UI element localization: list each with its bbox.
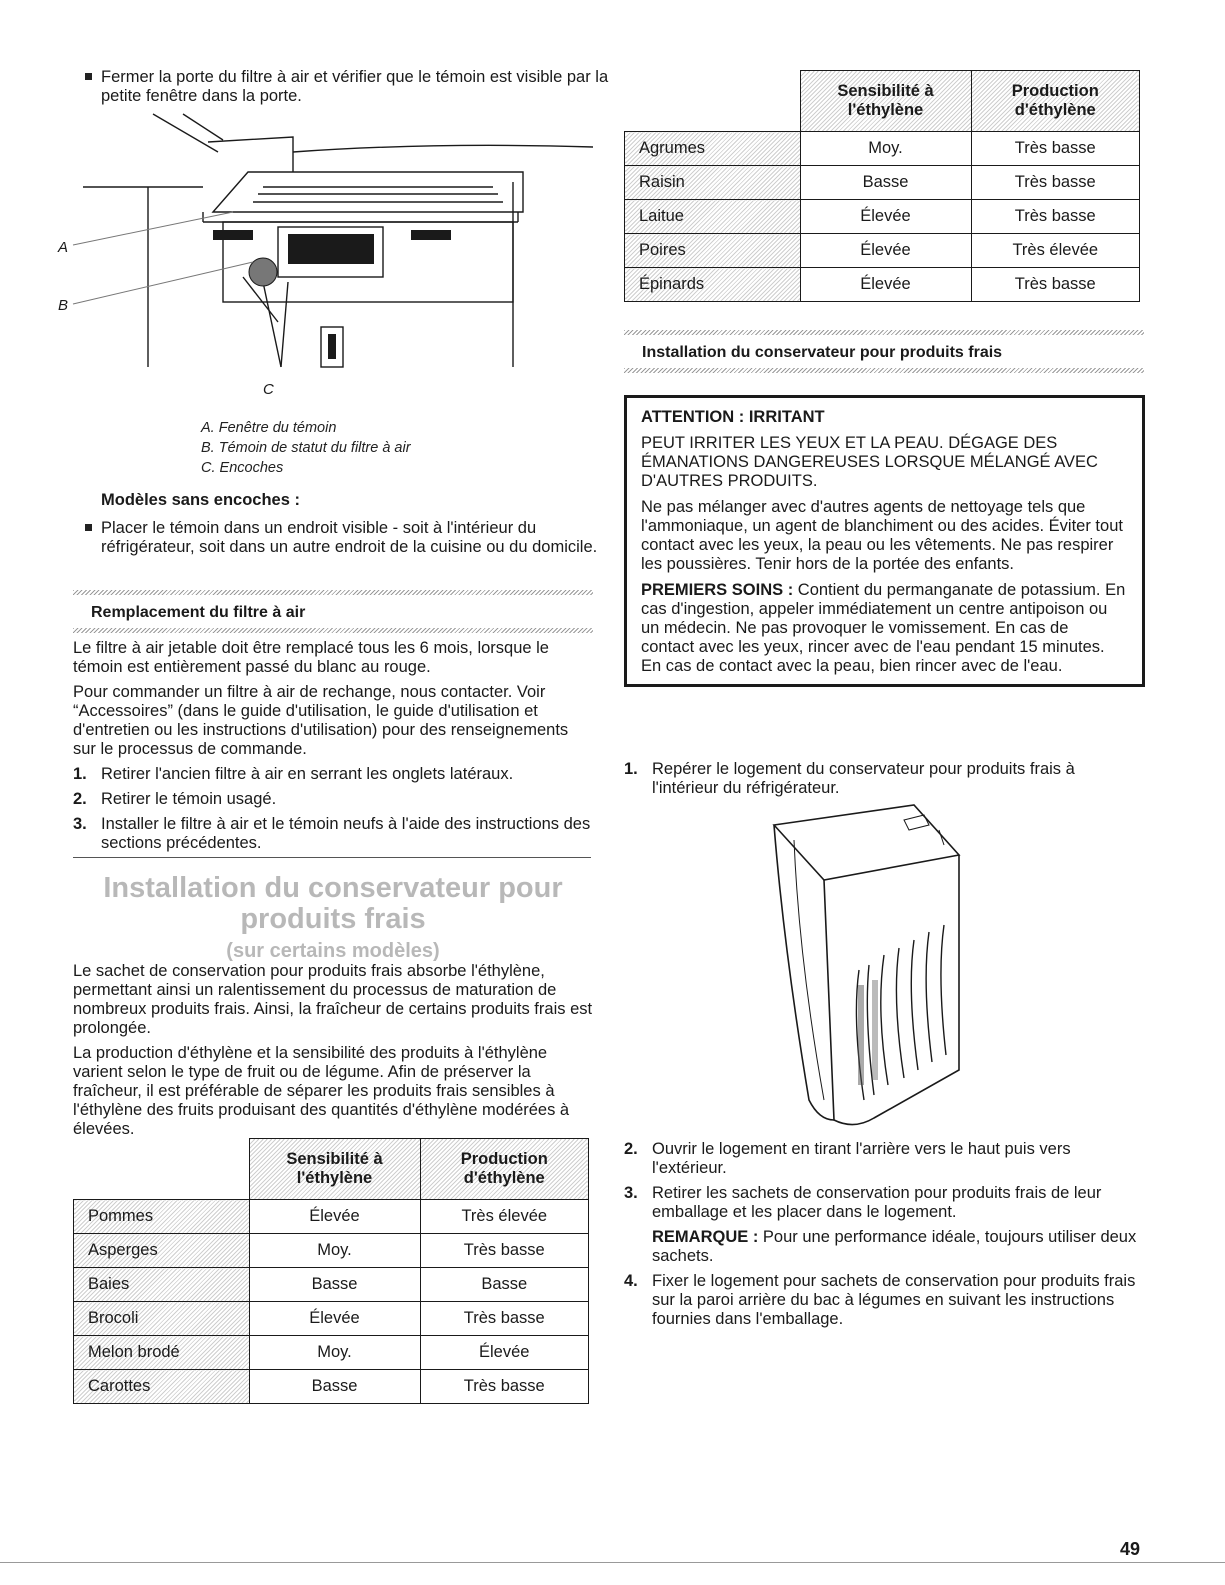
install-step-1 — [624, 760, 1124, 798]
produce-name: Brocoli — [74, 1302, 250, 1336]
table-row — [625, 132, 1140, 166]
list-item — [73, 815, 593, 853]
step-text: Retirer le témoin usagé. — [101, 790, 277, 808]
production-value: Très basse — [420, 1370, 589, 1404]
blank-header — [625, 71, 801, 132]
produce-name: Raisin — [625, 166, 801, 200]
produce-name: Laitue — [625, 200, 801, 234]
header-production: Production d'éthylène — [420, 1139, 589, 1200]
step-number: 3. — [73, 815, 87, 833]
list-item — [624, 1184, 1139, 1222]
bullet-square-icon — [85, 524, 92, 531]
produce-name: Asperges — [74, 1234, 250, 1268]
production-value: Basse — [420, 1268, 589, 1302]
produce-name: Épinards — [625, 268, 801, 302]
step-number: 4. — [624, 1272, 638, 1290]
first-aid-label: PREMIERS SOINS : — [641, 581, 794, 599]
section-subtitle: (sur certains modèles) — [226, 940, 440, 962]
warning-box — [624, 395, 1145, 687]
sensitivity-value: Basse — [249, 1268, 420, 1302]
warning-body: Ne pas mélanger avec d'autres agents de nettoyage tels que l'ammoniaque, un agent de blanchiment ou des acides. Éviter tout contact avec les yeux, la peau ou les vêtements. Ne pas respirer les poussières. Tenir hors de la portée des enfants. — [641, 498, 1123, 573]
produce-name: Pommes — [74, 1200, 250, 1234]
production-value: Très basse — [971, 132, 1140, 166]
production-value: Très basse — [971, 268, 1140, 302]
bullet-text: Fermer la porte du filtre à air et vérifier que le témoin est visible par la petite fenêtre dans la porte. — [101, 68, 609, 105]
note-label: REMARQUE : — [652, 1228, 759, 1246]
intro-paragraph-2: La production d'éthylène et la sensibilité des produits à l'éthylène varient selon le type de fruit ou de légume. Afin de préserver la fraîcheur, il est préférable de séparer les produits frais sensibles à l'éthylène des fruits produisant des quantités d'éthylène modérées à élevées. — [73, 1044, 570, 1138]
caption-a: A. Fenêtre du témoin — [201, 420, 337, 436]
step-number: 1. — [73, 765, 87, 783]
blank-header — [74, 1139, 250, 1200]
list-item — [624, 1272, 1139, 1329]
table-header-row — [625, 71, 1140, 132]
models-heading: Modèles sans encoches : — [101, 491, 300, 509]
sensitivity-value: Élevée — [800, 234, 971, 268]
step-number: 3. — [624, 1184, 638, 1202]
step-text: Ouvrir le logement en tirant l'arrière vers le haut puis vers l'extérieur. — [652, 1140, 1071, 1177]
table-header-row — [74, 1139, 589, 1200]
table-row — [74, 1370, 589, 1404]
figure-captions — [201, 418, 411, 478]
page-bottom-rule — [0, 1562, 1225, 1563]
replace-steps — [73, 765, 593, 853]
intro-paragraph-1: Le sachet de conservation pour produits frais absorbe l'éthylène, permettant ainsi un ralentissement du processus de maturation de nombreux produits frais. Ainsi, la fraîcheur de certains produits frais est prolongée. — [73, 962, 593, 1037]
production-value: Très basse — [971, 200, 1140, 234]
list-item — [73, 790, 593, 809]
production-value: Élevée — [420, 1336, 589, 1370]
step-number: 2. — [73, 790, 87, 808]
produce-name: Poires — [625, 234, 801, 268]
produce-table-right — [624, 70, 1140, 302]
step-text: Installer le filtre à air et le témoin neufs à l'aide des instructions des sections précédentes. — [101, 815, 591, 852]
sensitivity-value: Élevée — [249, 1200, 420, 1234]
hatch-rule — [73, 628, 593, 633]
replace-heading: Remplacement du filtre à air — [91, 604, 306, 621]
bullet-place-indicator — [73, 519, 621, 557]
list-item — [624, 1140, 1139, 1178]
list-item — [73, 765, 593, 784]
first-aid-text: Contient du permanganate de potassium. En cas d'ingestion, appeler immédiatement un centre antipoison ou un médecin. Ne pas provoquer le vomissement. En cas de contact avec les yeux, rincer avec de l'eau pendant 15 minutes. En cas de contact avec la peau, bien rincer avec de l'eau. — [641, 581, 1126, 675]
step-text: Retirer l'ancien filtre à air en serrant les onglets latéraux. — [101, 765, 514, 783]
list-item — [624, 760, 1124, 798]
step-text: Repérer le logement du conservateur pour produits frais à l'intérieur du réfrigérateur. — [652, 760, 1075, 797]
sensitivity-value: Moy. — [249, 1336, 420, 1370]
table-row — [74, 1268, 589, 1302]
install-steps-2-4 — [624, 1140, 1139, 1329]
header-sensitivity: Sensibilité à l'éthylène — [249, 1139, 420, 1200]
replace-body — [73, 639, 593, 853]
produce-table-left — [73, 1138, 589, 1404]
warning-title: ATTENTION : IRRITANT — [641, 408, 825, 426]
step-text: Retirer les sachets de conservation pour produits frais de leur emballage et les placer dans le logement. — [652, 1184, 1102, 1221]
note-text: Pour une performance idéale, toujours utiliser deux sachets. — [652, 1228, 1137, 1265]
production-value: Très basse — [420, 1234, 589, 1268]
caption-c: C. Encoches — [201, 460, 284, 476]
section-title-block — [73, 873, 593, 963]
table-row — [625, 200, 1140, 234]
produce-name: Melon brodé — [74, 1336, 250, 1370]
header-production: Production d'éthylène — [971, 71, 1140, 132]
warning-caps-text: PEUT IRRITER LES YEUX ET LA PEAU. DÉGAGE DES ÉMANATIONS DANGEREUSES LORSQUE MÉLANGÉ AVEC D'AUTRES PRODUITS. — [641, 434, 1098, 490]
table-row — [625, 234, 1140, 268]
sensitivity-value: Moy. — [249, 1234, 420, 1268]
label-c: C — [263, 381, 274, 398]
table-row — [74, 1302, 589, 1336]
replace-paragraph-1: Le filtre à air jetable doit être remplacé tous les 6 mois, lorsque le témoin est entièrement passé du blanc au rouge. — [73, 639, 549, 676]
table-row — [625, 268, 1140, 302]
sensitivity-value: Moy. — [800, 132, 971, 166]
table-row — [74, 1200, 589, 1234]
section-title-line-1: Installation du conservateur pour — [103, 872, 563, 904]
label-a: A — [58, 239, 69, 256]
sensitivity-value: Élevée — [249, 1302, 420, 1336]
section-divider — [73, 857, 591, 858]
produce-name: Agrumes — [625, 132, 801, 166]
bullet-square-icon — [85, 73, 92, 80]
table-row — [74, 1336, 589, 1370]
sensitivity-value: Basse — [800, 166, 971, 200]
hatch-rule — [624, 368, 1144, 373]
table-row — [625, 166, 1140, 200]
sensitivity-value: Basse — [249, 1370, 420, 1404]
step-number: 1. — [624, 760, 638, 778]
production-value: Très élevée — [971, 234, 1140, 268]
table-row — [74, 1234, 589, 1268]
install-heading: Installation du conservateur pour produits frais — [642, 344, 1003, 361]
sensitivity-value: Élevée — [800, 200, 971, 234]
install-section — [624, 330, 1144, 373]
air-filter-illustration — [53, 112, 593, 402]
bullet-close-door — [73, 68, 621, 106]
bullet-text: Placer le témoin dans un endroit visible - soit à l'intérieur du réfrigérateur, soit dans un autre endroit de la cuisine ou du domicile. — [101, 519, 598, 556]
freshness-container-illustration — [764, 800, 1024, 1130]
header-sensitivity: Sensibilité à l'éthylène — [800, 71, 971, 132]
step-text: Fixer le logement pour sachets de conservation pour produits frais sur la paroi arrière du bac à légumes en suivant les instructions fournies dans l'emballage. — [652, 1272, 1136, 1328]
page-number: 49 — [1119, 1539, 1140, 1559]
note — [624, 1228, 1139, 1266]
production-value: Très basse — [420, 1302, 589, 1336]
produce-name: Carottes — [74, 1370, 250, 1404]
step-number: 2. — [624, 1140, 638, 1158]
section-title-line-2: produits frais — [240, 903, 426, 935]
production-value: Très basse — [971, 166, 1140, 200]
production-value: Très élevée — [420, 1200, 589, 1234]
caption-b: B. Témoin de statut du filtre à air — [201, 440, 411, 456]
sensitivity-value: Élevée — [800, 268, 971, 302]
first-aid — [641, 581, 1126, 676]
intro-body — [73, 962, 593, 1139]
replace-section — [73, 590, 593, 633]
label-b: B — [58, 297, 69, 314]
produce-name: Baies — [74, 1268, 250, 1302]
replace-paragraph-2: Pour commander un filtre à air de rechange, nous contacter. Voir “Accessoires” (dans le guide d'utilisation, le guide d'utilisation et d'entretien ou les instructions d'utilisation) pour des renseignements sur le processus de commande. — [73, 683, 569, 758]
